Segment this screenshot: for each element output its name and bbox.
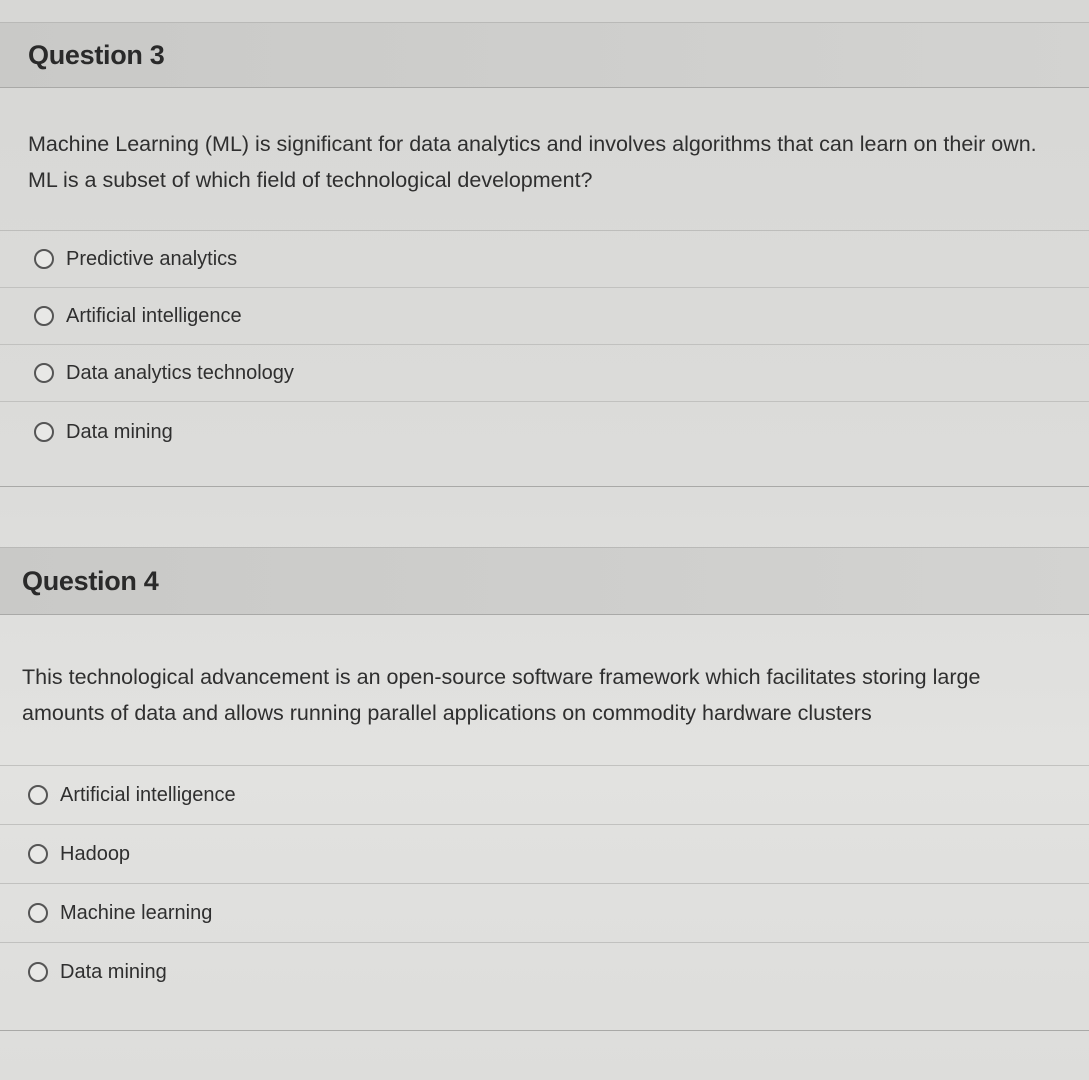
question-header xyxy=(0,22,1089,88)
radio-button[interactable] xyxy=(28,962,48,982)
question-body xyxy=(0,615,1089,1001)
answer-option[interactable] xyxy=(0,402,1089,462)
question-body xyxy=(0,88,1089,462)
answer-option[interactable] xyxy=(0,825,1089,884)
radio-button[interactable] xyxy=(34,363,54,383)
answer-option[interactable] xyxy=(0,288,1089,345)
answer-option[interactable] xyxy=(0,943,1089,1001)
answer-label: Data mining xyxy=(60,960,167,983)
answer-list xyxy=(0,230,1089,462)
answer-option[interactable] xyxy=(0,766,1089,825)
question-title: Question 3 xyxy=(28,39,165,70)
question-header xyxy=(0,547,1089,615)
question-3 xyxy=(0,22,1089,462)
radio-button[interactable] xyxy=(28,785,48,805)
question-4 xyxy=(0,547,1089,1001)
question-text: Machine Learning (ML) is significant for data analytics and involves algorithms that can learn on their own. ML is a subset of which field of technological development? xyxy=(28,132,1037,192)
answer-label: Hadoop xyxy=(60,842,131,865)
answer-option[interactable] xyxy=(0,884,1089,943)
radio-button[interactable] xyxy=(28,903,48,923)
radio-button[interactable] xyxy=(34,422,54,442)
answer-label: Data analytics technology xyxy=(66,361,294,384)
question-title: Question 4 xyxy=(22,565,159,596)
radio-button[interactable] xyxy=(34,306,54,326)
radio-button[interactable] xyxy=(28,844,48,864)
radio-button[interactable] xyxy=(34,249,54,269)
section-divider xyxy=(0,1030,1089,1031)
answer-label: Artificial intelligence xyxy=(66,304,242,327)
section-divider xyxy=(0,486,1089,487)
question-text: This technological advancement is an open-source software framework which facilitates storing large amounts of data and allows running parallel applications on commodity hardware clusters xyxy=(22,665,981,725)
answer-label: Artificial intelligence xyxy=(60,783,236,806)
answer-label: Data mining xyxy=(66,420,173,443)
answer-option[interactable] xyxy=(0,345,1089,402)
answer-label: Machine learning xyxy=(60,901,213,924)
answer-label: Predictive analytics xyxy=(66,247,238,270)
answer-option[interactable] xyxy=(0,231,1089,288)
answer-list xyxy=(0,765,1089,1001)
